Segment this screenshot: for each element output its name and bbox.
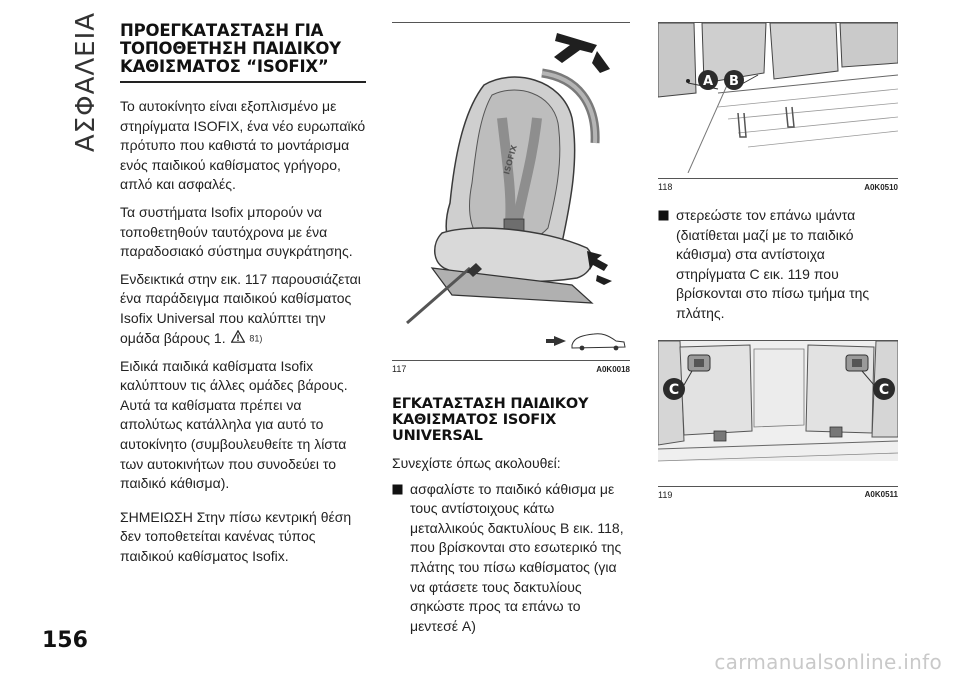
figure-code: A0K0018 (596, 364, 630, 374)
isofix-preinstallation-heading (120, 22, 366, 76)
figure-119 (658, 340, 898, 500)
instruction-bullet-2-text: στερεώστε τον επάνω ιμάντα (διατίθεται μαζί με το παιδικό κάθισμα) στα αντίστοιχα στηρίγματα C εικ. 119 που βρίσκονται στο πίσω τμήμα της πλάτης. (676, 207, 870, 321)
figure-code: A0K0510 (864, 182, 898, 192)
page-number: 156 (42, 628, 88, 653)
column-middle (392, 22, 630, 636)
instruction-bullet-2 (658, 206, 898, 324)
isofix-child-seat-illustration (392, 23, 630, 355)
heading-line: ΕΓΚΑΤΑΣΤΑΣΗ ΠΑΙΔΙΚΟΥ (392, 396, 589, 412)
paragraph-intro: Το αυτοκίνητο είναι εξοπλισμένο με στηρίγματα ISOFIX, ένα νέο ευρωπαϊκό πρότυπο που καθιστά το μοντάρισμα ενός παιδικού καθίσματος γρήγορο, απλό και ασφαλές. (120, 98, 366, 193)
paragraph-procedure-intro: Συνεχίστε όπως ακολουθεί: (392, 455, 561, 471)
paragraph-compat: Τα συστήματα Isofix μπορούν να τοποθετηθούν ταυτόχρονα με ένα παραδοσιακό σύστημα συγκράτησης. (120, 203, 353, 260)
callout-c-left: C (668, 381, 680, 398)
figure-118-caption (658, 178, 898, 192)
warning-icon (231, 329, 245, 349)
checkbox-bullet-icon (392, 484, 404, 637)
heading-line: UNIVERSAL (392, 428, 483, 444)
paragraph-example (120, 270, 366, 349)
watermark-text: carmanualsonline.info (714, 650, 942, 674)
paragraph-special-seats: Ειδικά παιδικά καθίσματα Isofix καλύπτουν τις άλλες ομάδες βάρους. Αυτά τα καθίσματα πρέπει να απολύτως κατάλληλα για αυτό το αυτοκίνητο (συμβουλευθείτε τη λίστα των αυτοκινήτων που συνοδεύει το παιδικό κάθισμα). (120, 357, 348, 492)
callout-c-right: C (878, 381, 890, 398)
figure-118 (658, 22, 898, 192)
isofix-universal-heading (392, 396, 630, 444)
paragraph-example-text: Ενδεικτικά στην εικ. 117 παρουσιάζεται ένα παράδειγμα παιδικού καθίσματος Isofix Universal που καλύπτει την ομάδα βάρους 1. (120, 270, 361, 346)
figure-code: A0K0511 (864, 490, 898, 500)
figure-119-caption (658, 486, 898, 500)
heading-line: ΚΑΘΙΣΜΑΤΟΣ “ISOFIX” (120, 57, 329, 76)
heading-rule (120, 81, 366, 83)
figure-117 (392, 22, 630, 374)
section-side-label-text: ΑΣΦΑΛΕΙΑ (71, 11, 102, 153)
section-side-label (66, 11, 106, 153)
top-tether-anchor-illustration (658, 341, 898, 481)
figure-117-caption (392, 360, 630, 374)
heading-line: ΤΟΠΟΘΕΤΗΣΗ ΠΑΙΔΙΚΟΥ (120, 39, 341, 58)
column-right (658, 22, 898, 500)
figure-number: 119 (658, 489, 673, 500)
column-left (120, 22, 366, 567)
callout-a: A (702, 74, 714, 89)
heading-line: ΠΡΟΕΓΚΑΤΑΣΤΑΣΗ ΓΙΑ (120, 21, 324, 40)
callout-b: B (729, 74, 739, 89)
instruction-bullet-1 (392, 480, 630, 637)
figure-number: 118 (658, 182, 673, 192)
seat-brand-text: ISOFIX (502, 144, 519, 176)
paragraph-note: ΣΗΜΕΙΩΣΗ Στην πίσω κεντρική θέση δεν τοποθετείται κανένας τύπος παιδικού καθίσματος Isofix. (120, 508, 352, 564)
figure-number: 117 (392, 364, 407, 374)
checkbox-bullet-icon (658, 210, 670, 324)
instruction-bullet-1-text: ασφαλίστε το παιδικό κάθισμα με τους αντίστοιχους κάτω μεταλλικούς δακτυλίους B εικ. 118, που βρίσκονται στο εσωτερικό της πλάτης του πίσω καθίσματος (για να φτάσετε τους δακτυλίους σηκώστε προς τα επάνω το μεντεσέ A) (410, 480, 624, 634)
heading-line: ΚΑΘΙΣΜΑΤΟΣ ISOFIX (392, 412, 557, 428)
seat-anchor-illustration (658, 23, 898, 173)
warning-reference: 81) (249, 333, 263, 344)
